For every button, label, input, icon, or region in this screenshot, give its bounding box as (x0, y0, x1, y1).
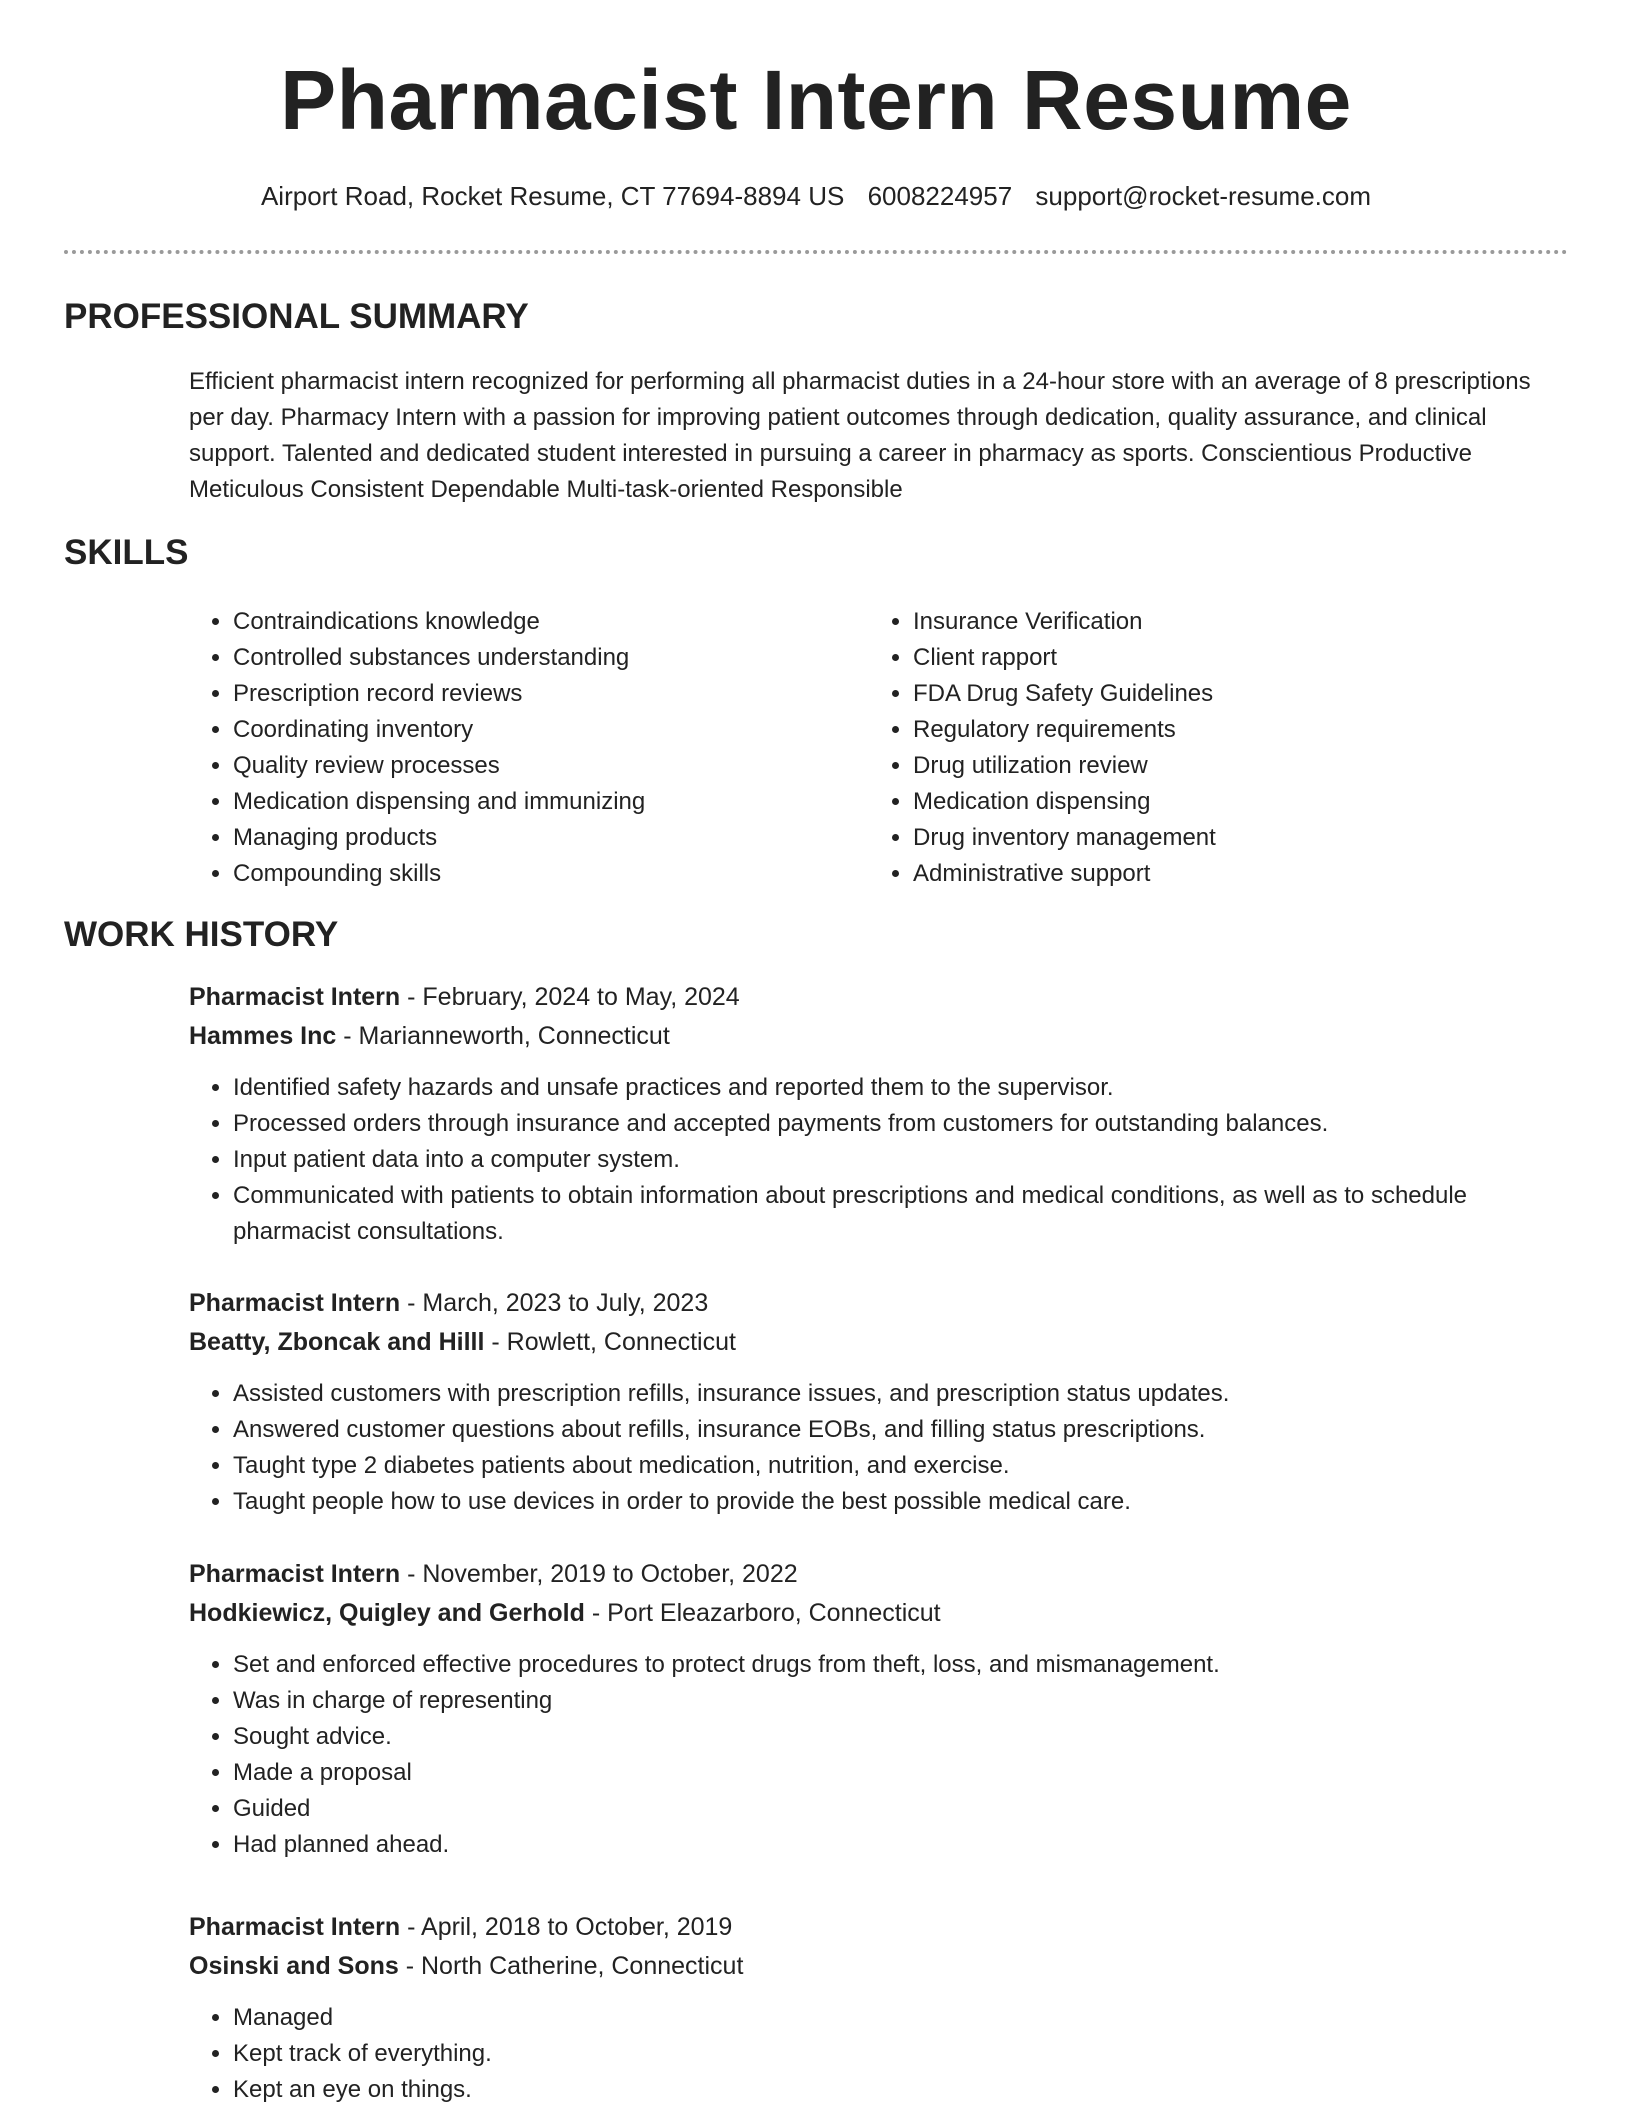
skills-column-left (189, 604, 869, 892)
skill-item: • Insurance Verification (913, 604, 1549, 640)
job-company: Beatty, Zboncak and Hilll (189, 1328, 485, 1356)
skill-item: • Administrative support (913, 856, 1549, 892)
header-divider (64, 250, 1568, 254)
contact-address: Airport Road, Rocket Resume, CT 77694-8894 US (260, 181, 845, 211)
skill-item: • Quality review processes (233, 748, 869, 784)
job-company-line (189, 1323, 1569, 1362)
job-duty: • Identified safety hazards and unsafe practices and reported them to the supervisor. (233, 1070, 1569, 1106)
job-title-line (189, 1555, 1569, 1594)
contact-phone: 6008224957 (867, 181, 1013, 211)
summary-text: Efficient pharmacist intern recognized for performing all pharmacist duties in a 24-hour store with an average of 8 prescriptions per day. Pharmacy Intern with a passion for improving patient outcomes through dedication, quality assurance, and clinical support. Talented and dedicated student interested in pursuing a career in pharmacy as sports. Conscientious Productive Meticulous Consistent Dependable Multi-task-oriented Responsible (189, 368, 1531, 503)
skills-column-right (869, 604, 1549, 892)
skill-item: • Regulatory requirements (913, 712, 1549, 748)
job-location: - Rowlett, Connecticut (484, 1328, 736, 1356)
job-entry (189, 1284, 1569, 1520)
job-company: Hodkiewicz, Quigley and Gerhold (189, 1599, 585, 1627)
job-company-line (189, 1947, 1569, 1986)
job-duties (189, 1070, 1569, 1250)
skill-item: • Contraindications knowledge (233, 604, 869, 640)
job-dates: - November, 2019 to October, 2022 (400, 1560, 798, 1588)
skill-item: • Coordinating inventory (233, 712, 869, 748)
job-dates: - April, 2018 to October, 2019 (400, 1913, 733, 1941)
job-duty: • Processed orders through insurance and accepted payments from customers for outstanding balances. (233, 1106, 1569, 1142)
job-duty: • Communicated with patients to obtain information about prescriptions and medical conditions, as well as to schedule pharmacist consultations. (233, 1178, 1569, 1250)
job-duty: • Had planned ahead. (233, 1827, 1569, 1863)
job-duty: • Answered customer questions about refills, insurance EOBs, and filling status prescriptions. (233, 1412, 1569, 1448)
job-duty: • Taught people how to use devices in order to provide the best possible medical care. (233, 1484, 1569, 1520)
skill-item: • Client rapport (913, 640, 1549, 676)
job-duties (189, 1376, 1569, 1520)
job-entry (189, 978, 1569, 1250)
contact-info (0, 180, 1632, 214)
job-location: - Port Eleazarboro, Connecticut (584, 1599, 941, 1627)
job-title: Pharmacist Intern (189, 1289, 401, 1317)
job-duty: • Kept an eye on things. (233, 2072, 1569, 2108)
job-duty: • Made a proposal (233, 1755, 1569, 1791)
job-duty: • Assisted customers with prescription refills, insurance issues, and prescription status updates. (233, 1376, 1569, 1412)
job-title: Pharmacist Intern (189, 1560, 401, 1588)
job-duty: • Managed (233, 2000, 1569, 2036)
skill-item: • Drug inventory management (913, 820, 1549, 856)
job-title: Pharmacist Intern (189, 983, 401, 1011)
job-dates: - March, 2023 to July, 2023 (400, 1289, 709, 1317)
job-duty: • Input patient data into a computer system. (233, 1142, 1569, 1178)
skill-item: • FDA Drug Safety Guidelines (913, 676, 1549, 712)
resume-title: Pharmacist Intern Resume (280, 53, 1352, 147)
skill-item: • Drug utilization review (913, 748, 1549, 784)
job-duties (189, 1647, 1569, 1863)
job-title-line (189, 978, 1569, 1017)
job-duty: • Was in charge of representing (233, 1683, 1569, 1719)
job-duty: • Set and enforced effective procedures to protect drugs from theft, loss, and mismanagement. (233, 1647, 1569, 1683)
skills-heading: SKILLS (64, 533, 189, 572)
job-title-line (189, 1284, 1569, 1323)
job-duty: • Kept track of everything. (233, 2036, 1569, 2072)
job-duty: • Guided (233, 1791, 1569, 1827)
contact-email: support@rocket-resume.com (1035, 181, 1372, 211)
job-location: - North Catherine, Connecticut (398, 1952, 744, 1980)
skill-item: • Compounding skills (233, 856, 869, 892)
job-company-line (189, 1594, 1569, 1633)
work-history-heading: WORK HISTORY (64, 915, 339, 954)
job-title: Pharmacist Intern (189, 1913, 401, 1941)
summary-heading: PROFESSIONAL SUMMARY (64, 297, 529, 336)
job-title-line (189, 1908, 1569, 1947)
skill-item: • Controlled substances understanding (233, 640, 869, 676)
job-dates: - February, 2024 to May, 2024 (400, 983, 740, 1011)
skill-item: • Prescription record reviews (233, 676, 869, 712)
skill-item: • Medication dispensing and immunizing (233, 784, 869, 820)
skill-item: • Medication dispensing (913, 784, 1549, 820)
job-duty: • Taught type 2 diabetes patients about medication, nutrition, and exercise. (233, 1448, 1569, 1484)
skill-item: • Managing products (233, 820, 869, 856)
job-duty: • Sought advice. (233, 1719, 1569, 1755)
job-company: Hammes Inc (189, 1022, 337, 1050)
job-location: - Marianneworth, Connecticut (336, 1022, 670, 1050)
job-entry (189, 1908, 1569, 2108)
job-entry (189, 1555, 1569, 1863)
job-company-line (189, 1017, 1569, 1056)
skills-list (189, 604, 1569, 892)
job-duties (189, 2000, 1569, 2108)
job-company: Osinski and Sons (189, 1952, 399, 1980)
